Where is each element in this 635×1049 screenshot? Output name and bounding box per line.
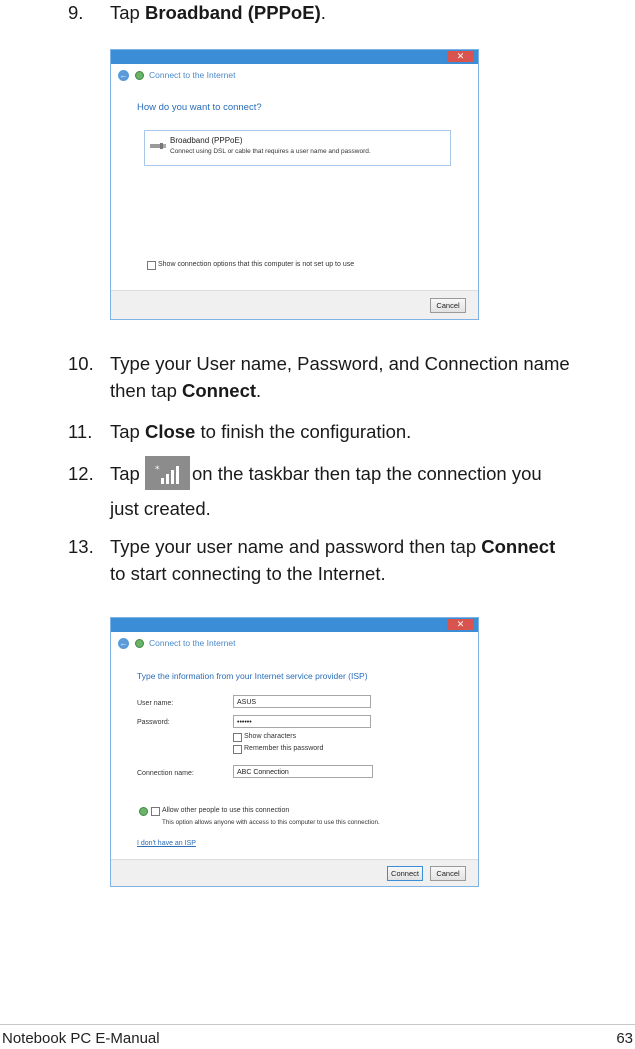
svg-text:*: *	[155, 465, 160, 475]
step-text-post: to finish the configuration.	[195, 421, 412, 442]
allow-others-description: This option allows anyone with access to this computer to use this connection.	[162, 819, 380, 826]
option-title: Broadband (PPPoE)	[170, 136, 243, 145]
username-label: User name:	[137, 700, 174, 707]
broadband-plug-icon	[150, 142, 166, 150]
password-label: Password:	[137, 719, 170, 726]
username-input[interactable]: ASUS	[233, 695, 371, 708]
step-12-line2	[110, 495, 410, 522]
close-icon: ✕	[456, 619, 465, 629]
dialog-header	[111, 64, 478, 88]
step-text	[110, 418, 411, 445]
network-taskbar-icon	[145, 456, 190, 490]
step-text	[110, 0, 326, 26]
connection-name-input[interactable]: ABC Connection	[233, 765, 373, 778]
step-text-line1	[110, 533, 555, 560]
step-text-pre: then tap	[110, 380, 183, 401]
close-button[interactable]	[447, 619, 474, 630]
close-button[interactable]	[447, 51, 474, 62]
remember-password-label: Remember this password	[244, 745, 324, 752]
connect-dialog-credentials	[110, 617, 479, 887]
connection-name-label: Connection name:	[137, 770, 194, 777]
step-text-pre: Tap	[110, 2, 145, 23]
show-options-checkbox[interactable]	[147, 261, 156, 270]
dialog-header	[111, 632, 478, 656]
back-button[interactable]	[118, 70, 129, 81]
back-button[interactable]	[118, 638, 129, 649]
step-text-line2	[110, 377, 261, 404]
step-11	[68, 418, 628, 445]
step-text-post: on the taskbar then tap the connection you	[192, 463, 542, 484]
step-text-pre: Tap	[110, 463, 140, 484]
step-text-pre: Type your user name and password then tap	[110, 536, 482, 557]
network-globe-icon	[135, 639, 144, 648]
show-characters-label: Show characters	[244, 733, 297, 740]
back-arrow-icon: ←	[119, 71, 128, 80]
step-bold: Connect	[182, 380, 257, 401]
step-text-line1: Type your User name, Password, and Connection name	[110, 353, 570, 374]
footer-page-number: 63	[616, 1030, 633, 1047]
step-number: 10.	[68, 353, 94, 374]
shield-icon	[139, 807, 148, 816]
no-isp-link[interactable]: I don't have an ISP	[137, 840, 196, 847]
dialog-heading: Type the information from your Internet service provider (ISP)	[137, 671, 368, 681]
option-description: Connect using DSL or cable that requires a user name and password.	[170, 148, 371, 155]
dialog-title: Connect to the Internet	[149, 70, 236, 80]
step-text-pre: Tap	[110, 421, 145, 442]
step-number: 12.	[68, 463, 94, 484]
dialog-titlebar	[111, 50, 478, 64]
dialog-titlebar	[111, 618, 478, 632]
back-arrow-icon: ←	[119, 639, 128, 648]
footer-divider	[0, 1024, 635, 1025]
cancel-button[interactable]: Cancel	[430, 298, 466, 313]
step-number: 9.	[68, 2, 84, 23]
show-characters-checkbox[interactable]	[233, 733, 242, 742]
step-bold: Close	[144, 421, 196, 442]
step-text-post: .	[320, 2, 326, 23]
dialog-footer	[111, 859, 478, 886]
allow-others-label: Allow other people to use this connection	[162, 807, 290, 814]
broadband-option[interactable]	[144, 130, 451, 166]
show-options-label: Show connection options that this computer is not set up to use	[158, 261, 355, 268]
connect-dialog-broadband	[110, 49, 479, 320]
dialog-heading: How do you want to connect?	[137, 102, 262, 113]
step-number: 11.	[68, 421, 93, 442]
cancel-button[interactable]: Cancel	[430, 866, 466, 881]
step-13	[68, 533, 628, 587]
connect-button[interactable]: Connect	[387, 866, 423, 881]
step-bold: Broadband (PPPoE)	[144, 2, 321, 23]
dialog-title: Connect to the Internet	[149, 638, 236, 648]
step-text-line2: to start connecting to the Internet.	[110, 563, 386, 584]
network-globe-icon	[135, 71, 144, 80]
remember-password-checkbox[interactable]	[233, 745, 242, 754]
close-icon: ✕	[456, 51, 465, 61]
step-text-post: .	[256, 380, 262, 401]
step-text-line2: just created.	[110, 498, 211, 519]
password-input[interactable]: ••••••	[233, 715, 371, 728]
footer-manual-title: Notebook PC E-Manual	[2, 1030, 160, 1047]
step-bold: Connect	[481, 536, 556, 557]
step-10	[68, 350, 628, 404]
step-9	[68, 0, 568, 26]
signal-bars-icon	[155, 464, 180, 484]
allow-others-checkbox[interactable]	[151, 807, 160, 816]
step-number: 13.	[68, 536, 94, 557]
dialog-footer	[111, 290, 478, 319]
